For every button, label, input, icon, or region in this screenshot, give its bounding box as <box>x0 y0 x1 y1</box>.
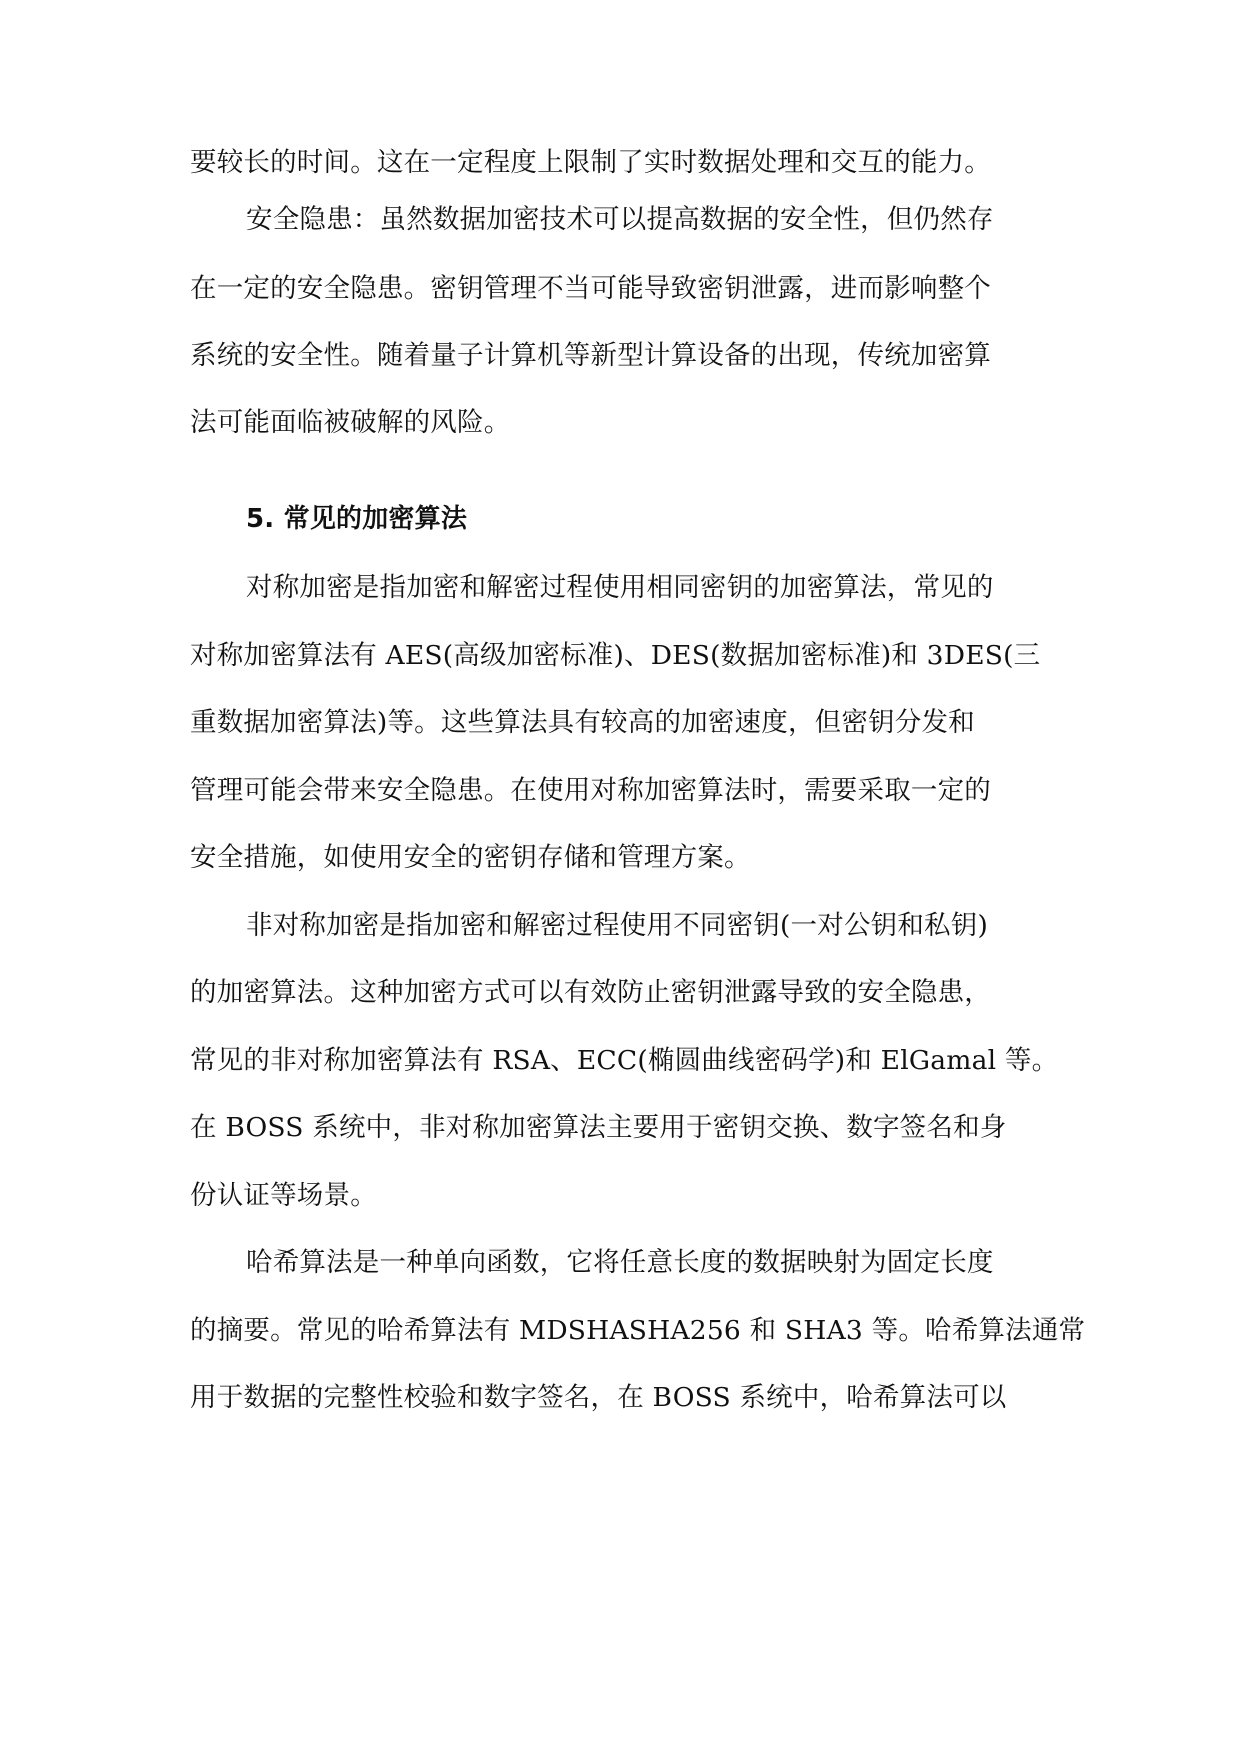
text-line: 在 BOSS 系统中，非对称加密算法主要用于密钥交换、数字签名和身 <box>190 1112 1007 1143</box>
text-line: 重数据加密算法)等。这些算法具有较高的加密速度，但密钥分发和 <box>190 707 975 738</box>
text-line: 常见的非对称加密算法有 RSA、ECC(椭圆曲线密码学)和 ElGamal 等。 <box>190 1045 1059 1076</box>
text-line: 系统的安全性。随着量子计算机等新型计算设备的出现，传统加密算 <box>190 340 991 371</box>
text-line: 用于数据的完整性校验和数字签名，在 BOSS 系统中，哈希算法可以 <box>190 1382 1007 1413</box>
text-line: 份认证等场景。 <box>190 1180 377 1211</box>
text-line: 安全措施，如使用安全的密钥存储和管理方案。 <box>190 842 751 873</box>
text-line: 管理可能会带来安全隐患。在使用对称加密算法时，需要采取一定的 <box>190 775 991 806</box>
text-line: 安全隐患：虽然数据加密技术可以提高数据的安全性，但仍然存 <box>246 204 994 235</box>
text-line: 对称加密算法有 AES(高级加密标准)、DES(数据加密标准)和 3DES(三 <box>190 640 1041 671</box>
text-line: 要较长的时间。这在一定程度上限制了实时数据处理和交互的能力。 <box>190 147 991 178</box>
text-line: 非对称加密是指加密和解密过程使用不同密钥(一对公钥和私钥) <box>246 910 988 941</box>
text-line: 哈希算法是一种单向函数，它将任意长度的数据映射为固定长度 <box>246 1247 994 1278</box>
text-line: 对称加密是指加密和解密过程使用相同密钥的加密算法，常见的 <box>246 572 994 603</box>
text-line: 的加密算法。这种加密方式可以有效防止密钥泄露导致的安全隐患， <box>190 977 991 1008</box>
section-heading: 5. 常见的加密算法 <box>246 504 468 534</box>
text-line: 法可能面临被破解的风险。 <box>190 407 511 438</box>
text-line: 的摘要。常见的哈希算法有 MDSHASHA256 和 SHA3 等。哈希算法通常 <box>190 1315 1086 1346</box>
text-line: 在一定的安全隐患。密钥管理不当可能导致密钥泄露，进而影响整个 <box>190 273 991 304</box>
